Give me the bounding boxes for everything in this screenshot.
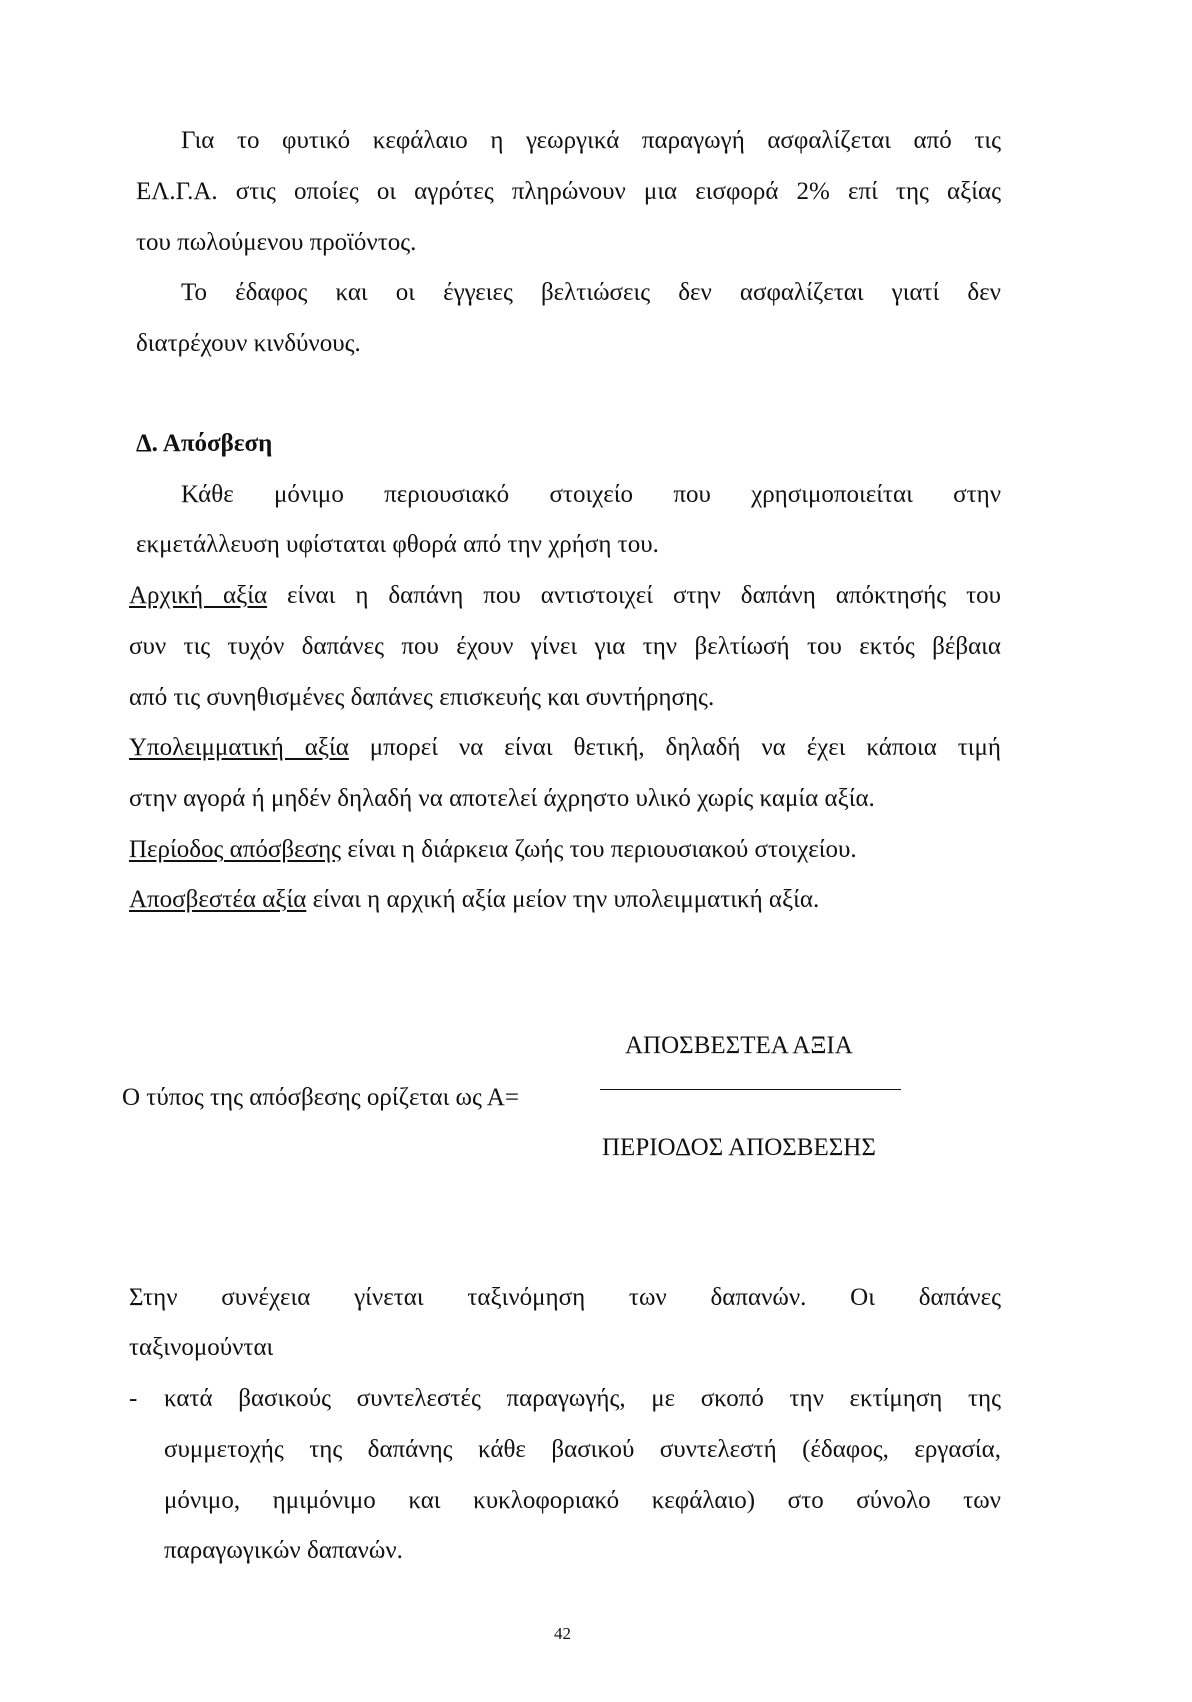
definition-depreciable-value — [129, 885, 819, 915]
paragraph1-line1: Για το φυτικό κεφάλαιο η γεωργικά παραγωγή ασφαλίζεται από τις — [181, 127, 1001, 154]
definition-residual-value-text: μπορεί να είναι θετική, δηλαδή να έχει κάποια τιμή — [348, 734, 1001, 761]
paragraph4-line2: ταξινομούνται — [129, 1334, 274, 1361]
definition-residual-value-line2: στην αγορά ή μηδέν δηλαδή να αποτελεί άχρηστο υλικό χωρίς καμία αξία. — [129, 785, 875, 812]
definition-depreciation-period-text: είναι η διάρκεια ζωής του περιουσιακού στοιχείου. — [341, 836, 857, 863]
paragraph1-line3: του πωλούμενου προϊόντος. — [136, 229, 417, 256]
page-number: 42 — [554, 1624, 571, 1643]
formula-numerator: ΑΠΟΣΒΕΣΤΕΑ ΑΞΙΑ — [625, 1032, 853, 1059]
bullet-line1: κατά βασικούς συντελεστές παραγωγής, με σκοπό την εκτίμηση της — [164, 1385, 1001, 1412]
bullet-marker: - — [129, 1385, 138, 1412]
definition-initial-value-line2: συν τις τυχόν δαπάνες που έχουν γίνει για την βελτίωσή του εκτός βέβαια — [129, 633, 1001, 660]
bullet-line4: παραγωγικών δαπανών. — [164, 1537, 403, 1564]
definition-depreciable-value-text: είναι η αρχική αξία μείον την υπολειμματική αξία. — [306, 886, 820, 913]
formula-denominator: ΠΕΡΙΟΔΟΣ ΑΠΟΣΒΕΣΗΣ — [602, 1134, 876, 1161]
term-initial-value: Αρχική αξία — [129, 582, 268, 609]
paragraph4-line1: Στην συνέχεια γίνεται ταξινόμηση των δαπανών. Οι δαπάνες — [129, 1284, 1001, 1311]
term-depreciable-value: Αποσβεστέα αξία — [129, 886, 307, 913]
definition-residual-value-line1 — [129, 733, 1001, 763]
paragraph2-line1: Το έδαφος και οι έγγειες βελτιώσεις δεν ασφαλίζεται γιατί δεν — [181, 279, 1001, 306]
paragraph2-line2: διατρέχουν κινδύνους. — [136, 330, 361, 357]
term-depreciation-period: Περίοδος απόσβεσης — [129, 836, 342, 863]
section-heading: Δ. Απόσβεση — [136, 430, 273, 457]
formula-fraction-bar — [600, 1089, 901, 1090]
definition-initial-value-text: είναι η δαπάνη που αντιστοιχεί στην δαπάνη απόκτησής του — [267, 582, 1002, 609]
term-residual-value: Υπολειμματική αξία — [129, 734, 349, 761]
paragraph3-line2: εκμετάλλευση υφίσταται φθορά από την χρήση του. — [136, 531, 659, 558]
definition-initial-value-line3: από τις συνηθισμένες δαπάνες επισκευής και συντήρησης. — [129, 684, 715, 711]
paragraph1-line2: ΕΛ.Γ.Α. στις οποίες οι αγρότες πληρώνουν μια εισφορά 2% επί της αξίας — [136, 178, 1001, 205]
definition-initial-value-line1 — [129, 581, 1001, 611]
definition-depreciation-period — [129, 835, 857, 865]
formula-lhs: Ο τύπος της απόσβεσης ορίζεται ως Α= — [122, 1084, 519, 1111]
bullet-line3: μόνιμο, ημιμόνιμο και κυκλοφοριακό κεφάλαιο) στο σύνολο των — [164, 1487, 1001, 1514]
bullet-line2: συμμετοχής της δαπάνης κάθε βασικού συντελεστή (έδαφος, εργασία, — [164, 1436, 1001, 1463]
paragraph3-line1: Κάθε μόνιμο περιουσιακό στοιχείο που χρησιμοποιείται στην — [181, 481, 1001, 508]
